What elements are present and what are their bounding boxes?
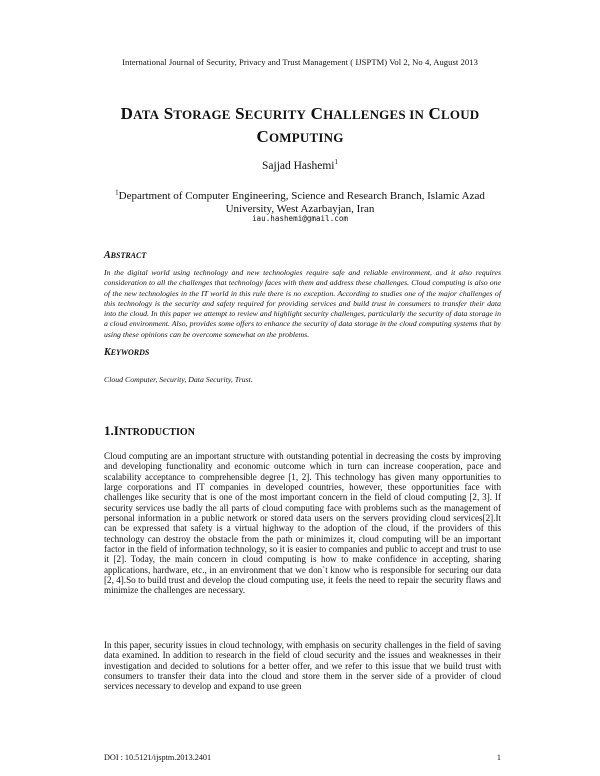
author-name: Sajjad Hashemi$^1$ [262, 158, 338, 172]
keywords-heading: KEYWORDS [104, 347, 150, 358]
abstract-text: In the digital world using technology and new technologies require safe and reliable environment, and it also requires consideration to all the challenges that technology faces with them and address these challenges. Cloud computing is also one of the new technologies in the IT world in this rule there is no exception. According to studies one of the major challenges of this technology is the security and safety required for providing services and build trust in consumers to transfer their data into the cloud. In this paper we attempt to review and highlight security challenges, particularly the security of data storage in a cloud environment. Also, provides some offers to enhance the security of data storage in the cloud computing systems that by using these opinions can be overcome somewhat on the problems. [104, 268, 501, 339]
introduction-paragraph-2: In this paper, security issues in cloud technology, with emphasis on security challenges in the field of saving data examined. In addition to research in the field of cloud security and the issues and weaknesses in their investigation and decided to solutions for a better offer, and we refer to this issue that we build trust with consumers to transfer their data into the cloud and store them in the server side of a provider of cloud services necessary to develop and expand to use green [104, 640, 501, 692]
title-line-1: DATA STORAGE SECURITY CHALLENGES IN CLOUD [120, 104, 480, 123]
abstract-heading: ABSTRACT [104, 250, 147, 261]
introduction-heading: 1.INTRODUCTION [104, 423, 195, 438]
paper-title [0, 103, 600, 149]
keywords-text: Cloud Computer, Security, Data Security, Trust. [104, 375, 253, 384]
doi-text: DOI : 10.5121/ijsptm.2013.2401 [104, 753, 212, 762]
author-affiliation: $^1$Department of Computer Engineering, Science and Research Branch, Islamic Azad University, West Azarbayjan, Iran [115, 188, 485, 215]
introduction-paragraph-1: Cloud computing are an important structure with outstanding potential in decreasing the costs by improving and developing functionality and economic outcome which in turn can increase cooperation, pace and scalability acceptance to comprehensible degree [1, 2]. This technology has given many opportunities to large corporations and IT companies in developed countries, however, these opportunities face with challenges like security that is one of the most important concern in the field of cloud computing [2, 3]. If security services use badly the all parts of cloud computing face with problems such as the management of personal information in a public network or stored data users on the servers providing cloud services[2].It can be expressed that safety is a virtual highway to the adoption of the cloud, if the providers of this technology can destroy the obstacle from the path or minimizes it, cloud computing will be an important factor in the field of information technology, so it is easier to companies and public to accept and trust to use it [2]. Today, the main concern in cloud computing is how to make confidence in accepting, sharing applications, hardware, etc., in an environment that we don`t know who is responsible for securing our data [2, 4].So to build trust and develop the cloud computing use, it feels the need to repair the security flaws and minimize the challenges are necessary. [104, 451, 501, 596]
page-number: 1 [496, 753, 501, 762]
page-footer [104, 753, 501, 762]
journal-header: International Journal of Security, Privacy and Trust Management ( IJSPTM) Vol 2, No 4, August 2013 [122, 57, 478, 67]
author-email[interactable]: iau.hashemi@gmail.com [251, 214, 348, 223]
title-line-2: COMPUTING [256, 127, 344, 146]
